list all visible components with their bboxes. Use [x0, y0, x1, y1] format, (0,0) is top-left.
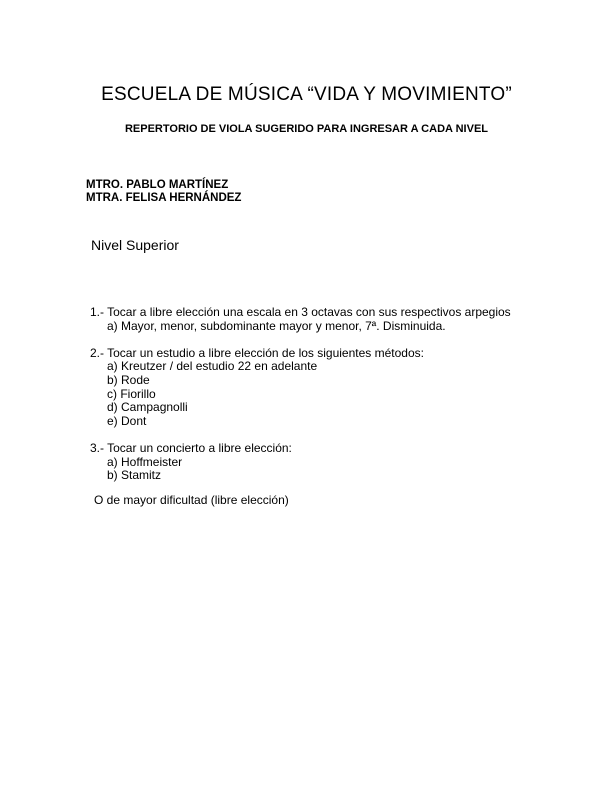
- requirement-subitem: a) Mayor, menor, subdominante mayor y menor, 7ª. Disminuida.: [107, 318, 446, 333]
- requirement-heading: 3.- Tocar un concierto a libre elección:: [90, 440, 292, 455]
- requirement-subitem: b) Stamitz: [107, 468, 162, 483]
- requirement-heading: 2.- Tocar un estudio a libre elección de los siguientes métodos:: [90, 345, 424, 360]
- level-heading: Nivel Superior: [91, 237, 179, 253]
- requirement-item: [90, 347, 511, 429]
- school-title: ESCUELA DE MÚSICA “VIDA Y MOVIMIENTO”: [101, 84, 512, 105]
- difficulty-note: O de mayor dificultad (libre elección): [94, 493, 289, 507]
- requirement-heading: 1.- Tocar a libre elección una escala en 3 octavas con sus respectivos arpegios: [90, 305, 511, 319]
- requirement-subitem: b) Rode: [107, 372, 150, 387]
- requirements-list: [90, 306, 511, 496]
- teachers-block: [86, 179, 241, 205]
- requirement-subitem: a) Hoffmeister: [107, 454, 183, 469]
- requirement-subitem: a) Kreutzer / del estudio 22 en adelante: [107, 359, 318, 374]
- teacher-name: MTRA. FELISA HERNÁNDEZ: [86, 192, 242, 204]
- requirement-subitem: c) Fiorillo: [107, 386, 156, 401]
- requirement-subitem: d) Campagnolli: [107, 400, 188, 415]
- repertoire-subtitle: REPERTORIO DE VIOLA SUGERIDO PARA INGRESAR A CADA NIVEL: [124, 123, 489, 135]
- teacher-name: MTRO. PABLO MARTÍNEZ: [86, 179, 229, 191]
- requirement-subitem: e) Dont: [107, 413, 147, 428]
- requirement-item: [90, 306, 511, 333]
- requirement-item: [90, 442, 511, 483]
